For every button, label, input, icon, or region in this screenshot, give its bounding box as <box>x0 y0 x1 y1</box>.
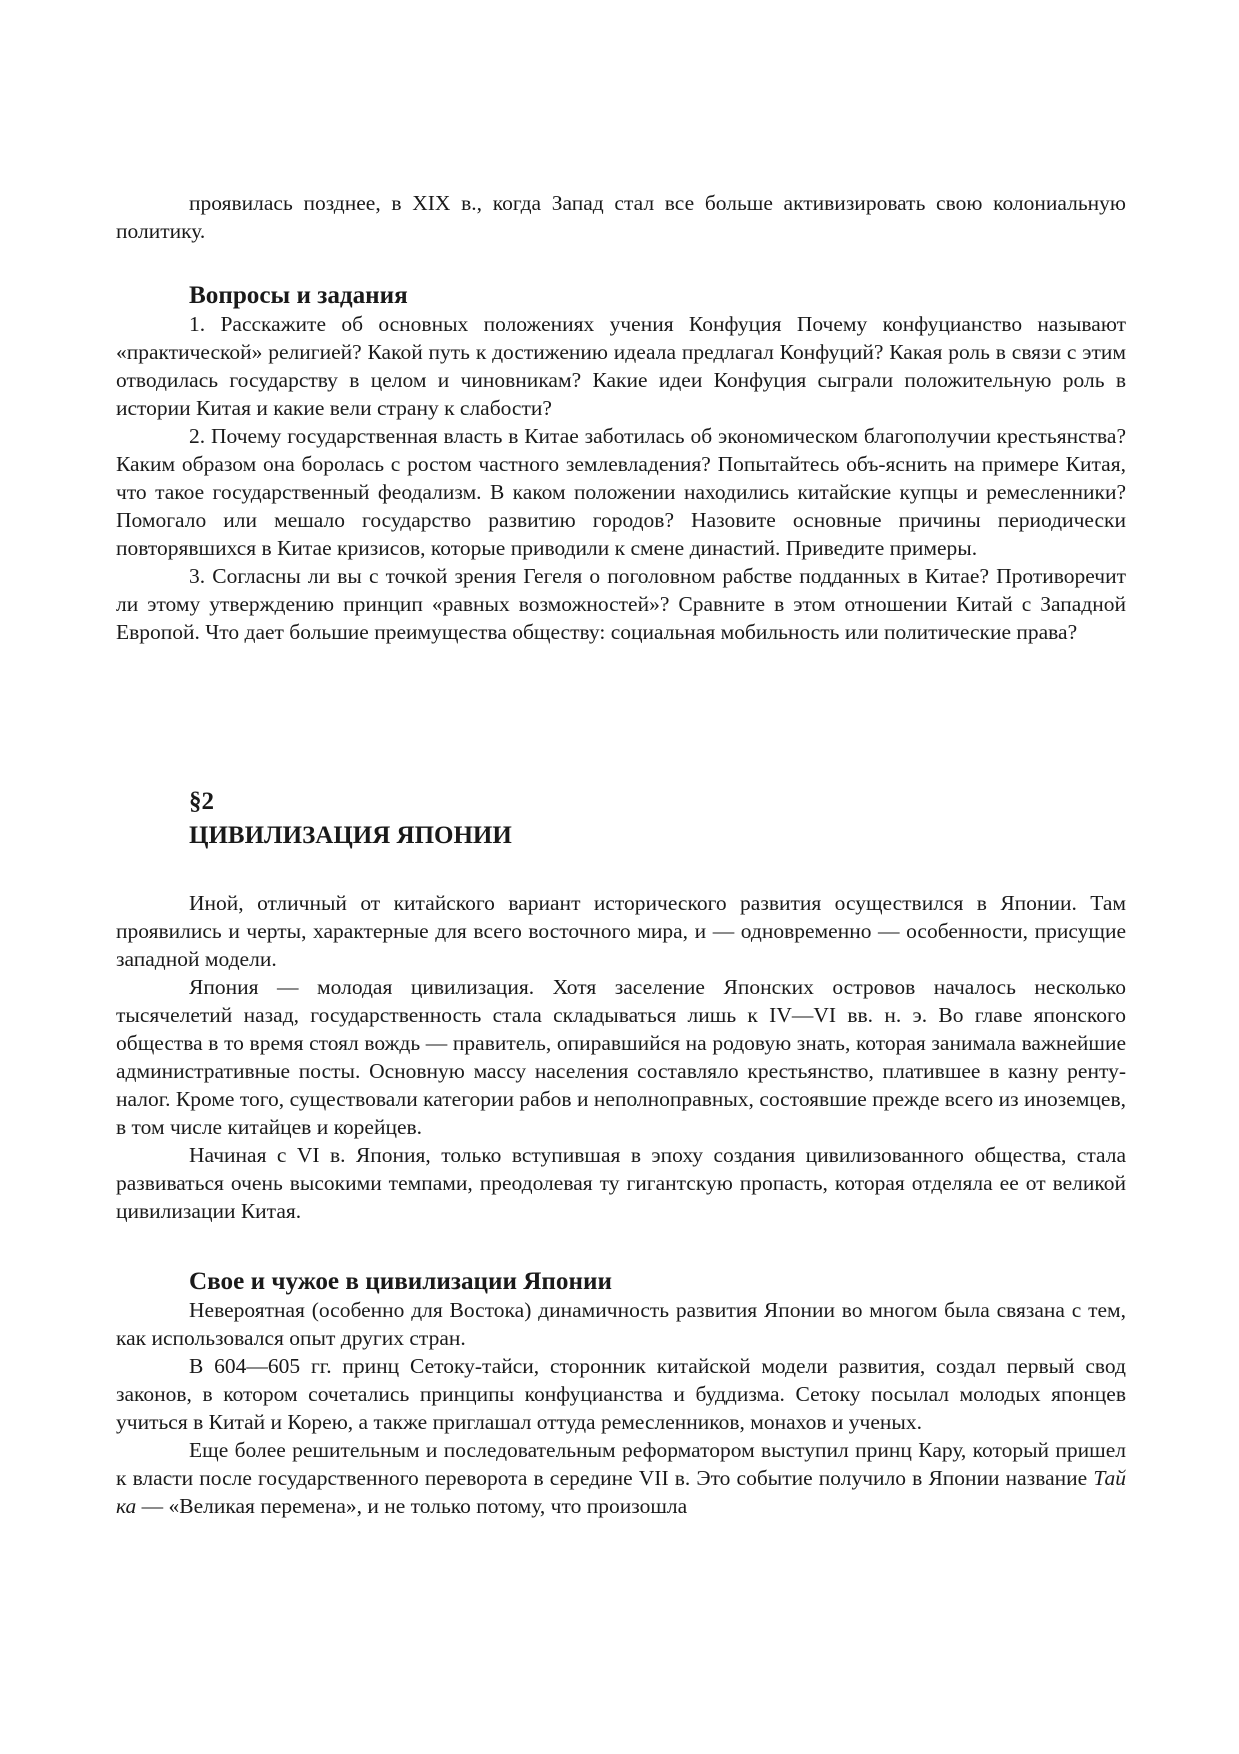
chapter-paragraph-2: Япония — молодая цивилизация. Хотя заселение Японских островов началось несколько тысячелетий назад, государственность стала складываться лишь к IV—VI вв. н. э. Во главе японского общества в то время стоял вождь — правитель, опиравшийся на родовую знать, которая занимала важнейшие административные посты. Основную массу населения составляло крестьянство, платившее в казну ренту-налог. Кроме того, существовали категории рабов и неполноправных, состоявшие прежде всего из иноземцев, в том числе китайцев и корейцев. <box>116 975 1126 1139</box>
intro-paragraph: проявилась позднее, в XIX в., когда Запад стал все больше активизировать свою колониальную политику. <box>116 191 1126 243</box>
question-3: 3. Согласны ли вы с точкой зрения Гегеля о поголовном рабстве подданных в Китае? Противоречит ли этому утверждению принцип «равных возможностей»? Сравните в этом отношении Китай с Западной Европой. Что дает большие преимущества обществу: социальная мобильность или политические права? <box>116 564 1126 644</box>
section-2-heading: Свое и чужое в цивилизации Японии <box>189 1268 612 1295</box>
question-2: 2. Почему государственная власть в Китае заботилась об экономическом благополучии крестьянства? Каким образом она боролась с ростом частного землевладения? Попытайтесь объ-яснить на примере Китая, что такое государственный феодализм. В каком положении находились китайские купцы и ремесленники? Помогало или мешало государство развитию городов? Назовите основные причины периодически повторявшихся в Китае кризисов, которые приводили к смене династий. Приведите примеры. <box>116 424 1126 560</box>
chapter-heading-block <box>116 785 1126 853</box>
chapter-paragraph-1: Иной, отличный от китайского вариант исторического развития осуществился в Японии. Там проявились и черты, характерные для всего восточного мира, и — одновременно — особенности, присущие западной модели. <box>116 891 1126 971</box>
section-2-paragraph-3 <box>116 1436 1126 1520</box>
intro-block <box>116 189 1126 245</box>
chapter-number: §2 <box>189 788 214 815</box>
chapter-title: ЦИВИЛИЗАЦИЯ ЯПОНИИ <box>189 822 512 849</box>
section-2-block <box>116 1268 1126 1520</box>
question-1: 1. Расскажите об основных положениях учения Конфуция Почему конфуцианство называют «практической» религией? Какой путь к достижению идеала предлагал Конфуций? Какая роль в связи с этим отводилась государству в целом и чиновникам? Какие идеи Конфуция сыграли положительную роль в истории Китая и какие вели страну к слабости? <box>116 312 1126 420</box>
questions-block <box>116 282 1126 646</box>
section-2-paragraph-2: В 604—605 гг. принц Сетоку-тайси, сторонник китайской модели развития, создал первый свод законов, в котором сочетались принципы конфуцианства и буддизма. Сетоку посылал молодых японцев учиться в Китай и Корею, а также приглашал оттуда ремесленников, монахов и ученых. <box>116 1354 1126 1434</box>
paragraph-3-end: — «Великая перемена», и не только потому, что произошла <box>136 1494 688 1518</box>
chapter-paragraph-3: Начиная с VI в. Япония, только вступившая в эпоху создания цивилизованного общества, стала развиваться очень высокими темпами, преодолевая ту гигантскую пропасть, которая отделяла ее от великой цивилизации Китая. <box>116 1143 1126 1223</box>
section-2-paragraph-1: Невероятная (особенно для Востока) динамичность развития Японии во многом была связана с тем, как использовался опыт других стран. <box>116 1298 1126 1350</box>
chapter-body <box>116 889 1126 1225</box>
paragraph-3-start: Еще более решительным и последовательным реформатором выступил принц Кару, который пришел к власти после государственного переворота в середине VII в. Это событие получило в Японии название <box>116 1438 1126 1490</box>
term-tai-ka: Тай ка <box>116 1466 1126 1518</box>
questions-heading: Вопросы и задания <box>189 282 408 309</box>
